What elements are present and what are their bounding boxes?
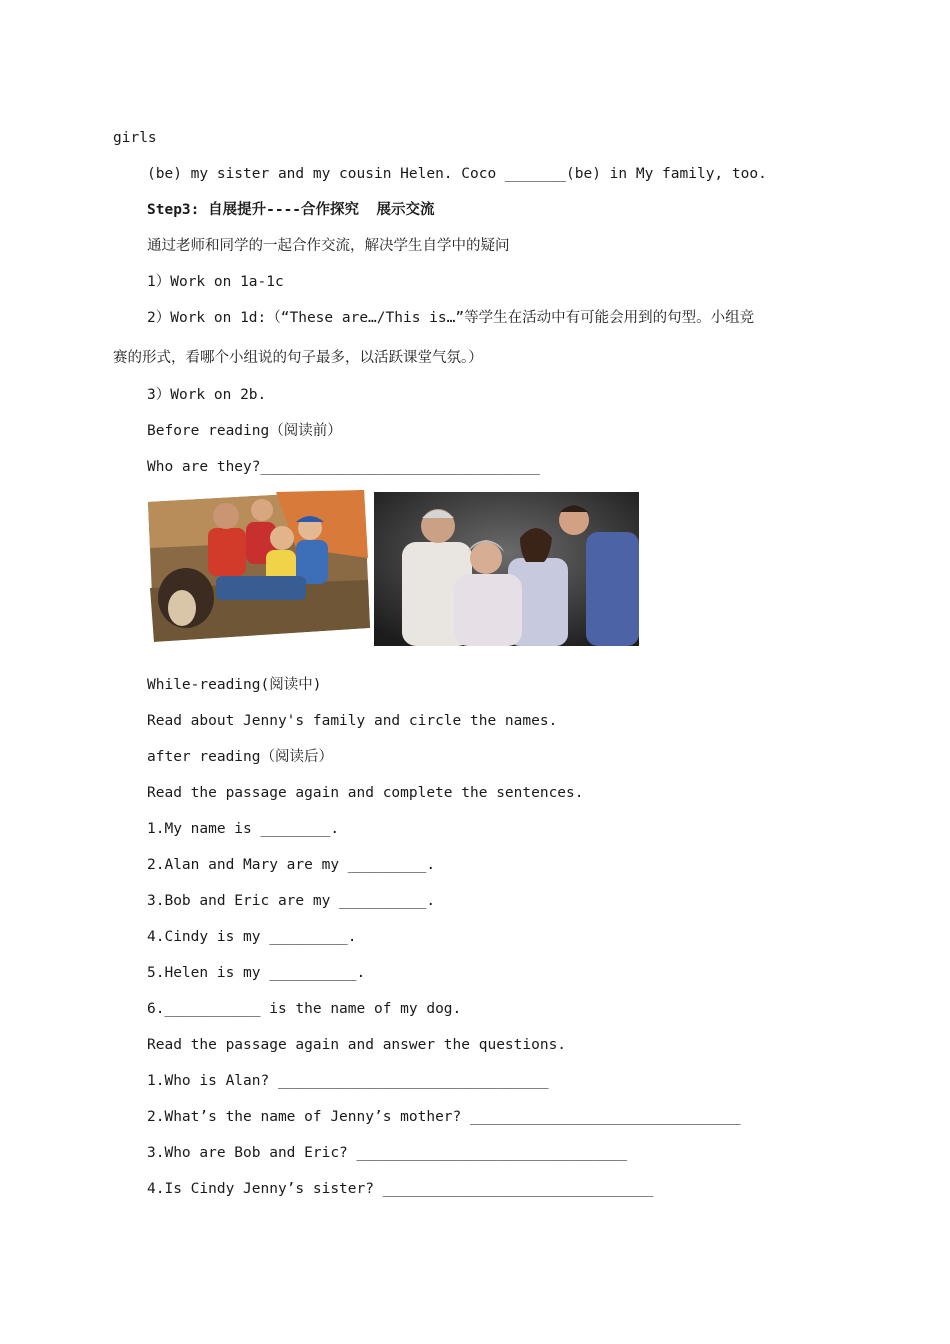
while-reading-task: Read about Jenny's family and circle the names.	[147, 713, 558, 729]
who-are-they-prompt: Who are they?________________________________	[147, 459, 540, 475]
step3-description: 通过老师和同学的一起合作交流，解决学生自学中的疑问	[147, 238, 510, 254]
kids-with-dog-photo	[146, 488, 372, 646]
sentence-6[interactable]: 6.___________ is the name of my dog.	[147, 1001, 462, 1017]
adult-family-photo	[374, 492, 639, 646]
sentence-4[interactable]: 4.Cindy is my _________.	[147, 929, 357, 945]
step3-heading: Step3: 自展提升----合作探究 展示交流	[147, 202, 435, 218]
sentence-2[interactable]: 2.Alan and Mary are my _________.	[147, 857, 436, 873]
questions-title: Read the passage again and answer the questions.	[147, 1037, 567, 1053]
task-2-line-1: 2）Work on 1d:（“These are…/This is…”等学生在活动中有可能会用到的句型。小组竞	[147, 310, 755, 326]
question-2[interactable]: 2.What’s the name of Jenny’s mother? _______________________________	[147, 1109, 741, 1125]
task-1: 1）Work on 1a-1c	[147, 274, 284, 290]
text-be-sentence: (be) my sister and my cousin Helen. Coco _______(be) in My family, too.	[147, 166, 767, 182]
task-3: 3）Work on 2b.	[147, 387, 267, 403]
while-reading-heading: While-reading(阅读中)	[147, 677, 322, 693]
before-reading-heading: Before reading（阅读前）	[147, 423, 342, 439]
sentence-3[interactable]: 3.Bob and Eric are my __________.	[147, 893, 436, 909]
text-girls: girls	[113, 130, 157, 146]
question-4[interactable]: 4.Is Cindy Jenny’s sister? _______________________________	[147, 1181, 654, 1197]
sentence-5[interactable]: 5.Helen is my __________.	[147, 965, 366, 981]
task-2-line-2: 赛的形式，看哪个小组说的句子最多，以活跃课堂气氛。）	[113, 350, 483, 366]
question-3[interactable]: 3.Who are Bob and Eric? _______________________________	[147, 1145, 628, 1161]
sentence-1[interactable]: 1.My name is ________.	[147, 821, 340, 837]
question-1[interactable]: 1.Who is Alan? _______________________________	[147, 1073, 549, 1089]
after-reading-task: Read the passage again and complete the sentences.	[147, 785, 584, 801]
after-reading-heading: after reading（阅读后）	[147, 749, 333, 765]
